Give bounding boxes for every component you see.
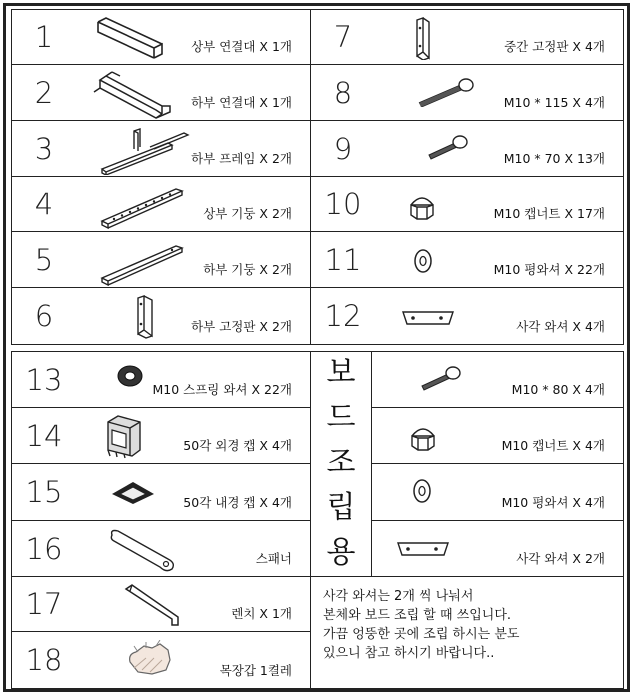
assembly-note xyxy=(323,587,519,663)
part-number: 13 xyxy=(25,362,63,397)
bolt-icon xyxy=(425,131,471,161)
part-number: 2 xyxy=(34,75,54,110)
part-label: 목장갑 1켤레 xyxy=(219,663,292,678)
part-number: 17 xyxy=(25,587,63,621)
part-label: 50각 내경 캡 X 4개 xyxy=(183,495,292,510)
board-item-4 xyxy=(371,520,624,577)
square-washer-icon xyxy=(394,537,454,561)
part-row-6 xyxy=(11,287,311,345)
part-row-14 xyxy=(11,407,311,464)
square-washer-icon xyxy=(399,306,459,330)
part-number: 8 xyxy=(333,75,353,110)
spanner-icon xyxy=(106,527,186,573)
note-line: 본체와 보드 조립 할 때 쓰입니다. xyxy=(323,608,512,623)
part-row-4 xyxy=(11,176,311,232)
middle-bracket-icon xyxy=(413,16,435,60)
part-row-3 xyxy=(11,120,311,177)
cap-nut-icon xyxy=(408,420,438,454)
part-row-2 xyxy=(11,64,311,121)
gloves-icon xyxy=(124,640,176,680)
part-label: 하부 고정판 X 2개 xyxy=(191,319,292,334)
lower-bracket-icon xyxy=(134,294,156,340)
note-line: 사각 와셔는 2개 씩 나눠서 xyxy=(323,589,474,604)
part-row-8 xyxy=(310,64,624,121)
part-label: 하부 기둥 X 2개 xyxy=(203,262,292,277)
board-label-char: 드 xyxy=(326,400,356,435)
part-row-18 xyxy=(11,631,311,689)
outer-cap-icon xyxy=(102,412,148,460)
part-row-5 xyxy=(11,231,311,288)
part-number: 16 xyxy=(25,531,63,566)
part-row-1 xyxy=(11,9,311,65)
board-label-char: 보 xyxy=(326,355,356,390)
note-cell xyxy=(310,576,624,689)
part-number: 12 xyxy=(324,299,362,333)
part-number: 10 xyxy=(324,187,362,221)
part-number: 15 xyxy=(25,475,63,509)
part-number: 11 xyxy=(324,242,362,277)
board-item-label: M10 평와셔 X 4개 xyxy=(501,495,605,510)
board-item-2 xyxy=(371,407,624,464)
part-number: 5 xyxy=(34,242,54,277)
cap-nut-icon xyxy=(407,189,437,223)
part-number: 7 xyxy=(333,20,353,54)
inner-cap-icon xyxy=(108,476,158,510)
part-label: M10 스프링 와셔 X 22개 xyxy=(152,382,292,397)
part-label: 하부 연결대 X 1개 xyxy=(191,95,292,110)
spring-washer-icon xyxy=(114,362,148,390)
board-item-1 xyxy=(371,351,624,408)
part-number: 4 xyxy=(34,187,54,221)
part-number: 18 xyxy=(25,643,63,677)
board-label-char: 용 xyxy=(326,535,356,570)
board-assembly-label xyxy=(311,355,371,570)
part-row-13 xyxy=(11,351,311,408)
part-number: 3 xyxy=(34,131,54,166)
part-label: 스패너 xyxy=(255,551,292,566)
board-item-3 xyxy=(371,463,624,521)
hex-wrench-icon xyxy=(120,583,190,627)
flat-washer-icon xyxy=(411,246,435,276)
lower-connector-icon xyxy=(90,68,180,120)
part-label: 상부 연결대 X 1개 xyxy=(191,39,292,54)
part-label: M10 * 70 X 13개 xyxy=(503,151,605,166)
lower-frame-icon xyxy=(98,125,194,175)
board-item-label: M10 * 80 X 4개 xyxy=(511,382,605,397)
part-row-16 xyxy=(11,520,311,577)
board-label-char: 립 xyxy=(326,490,356,525)
lower-post-icon xyxy=(98,236,188,286)
long-bolt-icon xyxy=(415,73,477,107)
part-number: 14 xyxy=(25,418,63,453)
bolt-icon xyxy=(418,362,464,392)
part-label: M10 * 115 X 4개 xyxy=(503,95,605,110)
part-label: 사각 와셔 X 4개 xyxy=(516,319,605,334)
part-row-9 xyxy=(310,120,624,177)
part-row-17 xyxy=(11,576,311,632)
part-row-7 xyxy=(310,9,624,65)
part-label: 상부 기둥 X 2개 xyxy=(203,206,292,221)
part-label: 50각 외경 캡 X 4개 xyxy=(183,438,292,453)
part-row-12 xyxy=(310,287,624,345)
part-row-10 xyxy=(310,176,624,232)
part-label: M10 평와셔 X 22개 xyxy=(493,262,605,277)
board-item-label: 사각 와셔 X 2개 xyxy=(516,551,605,566)
part-label: 렌치 X 1개 xyxy=(231,606,292,621)
flat-washer-icon xyxy=(410,476,434,506)
part-number: 6 xyxy=(34,299,54,333)
board-item-label: M10 캡너트 X 4개 xyxy=(501,438,605,453)
upper-connector-icon xyxy=(92,14,172,62)
part-label: 중간 고정판 X 4개 xyxy=(504,39,605,54)
part-number: 1 xyxy=(34,20,54,54)
part-label: 하부 프레임 X 2개 xyxy=(191,151,292,166)
part-number: 9 xyxy=(333,131,353,166)
part-row-15 xyxy=(11,463,311,521)
part-label: M10 캡너트 X 17개 xyxy=(493,206,605,221)
note-line: 있으니 참고 하시기 바랍니다.. xyxy=(323,646,495,661)
part-row-11 xyxy=(310,231,624,288)
note-line: 가끔 엉뚱한 곳에 조립 하시는 분도 xyxy=(323,627,520,642)
upper-post-icon xyxy=(98,181,188,231)
board-label-char: 조 xyxy=(326,445,356,480)
board-assembly-label-cell xyxy=(310,351,372,577)
